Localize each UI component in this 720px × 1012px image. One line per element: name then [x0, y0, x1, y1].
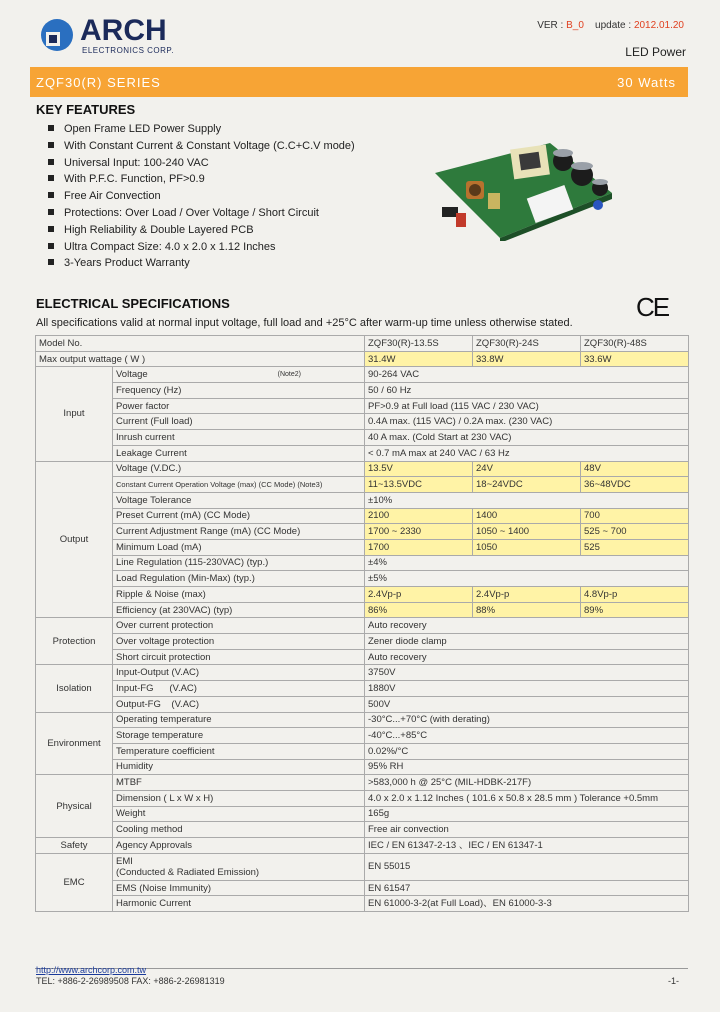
table-row: Weight 165g — [36, 806, 689, 822]
logo-subtitle: ELECTRONICS CORP. — [82, 46, 174, 55]
table-row: Cooling method Free air convection — [36, 822, 689, 838]
table-row: Frequency (Hz) 50 / 60 Hz — [36, 383, 689, 399]
table-row: Physical MTBF >583,000 h @ 25°C (MIL-HDBK-217F) — [36, 775, 689, 791]
table-row: Output Voltage (V.DC.) 13.5V 24V 48V — [36, 461, 689, 477]
group-output: Output — [36, 461, 113, 618]
table-row: Storage temperature -40°C...+85°C — [36, 728, 689, 744]
table-row: EMS (Noise Immunity) EN 61547 — [36, 880, 689, 896]
website-link[interactable]: http://www.archcorp.com.tw — [36, 965, 147, 975]
table-row: Power factor PF>0.9 at Full load (115 VAC / 230 VAC) — [36, 398, 689, 414]
electrical-specs-title: ELECTRICAL SPECIFICATIONS — [36, 296, 230, 311]
group-environment: Environment — [36, 712, 113, 775]
arch-logo-icon — [40, 18, 74, 52]
update-date: 2012.01.20 — [633, 20, 684, 31]
list-item: With Constant Current & Constant Voltage (C.C+C.V mode) — [48, 138, 355, 155]
list-item: Protections: Over Load / Over Voltage / Short Circuit — [48, 205, 355, 222]
list-item: High Reliability & Double Layered PCB — [48, 222, 355, 239]
list-item: Universal Input: 100-240 VAC — [48, 155, 355, 172]
table-row: Preset Current (mA) (CC Mode) 2100 1400 700 — [36, 508, 689, 524]
table-row: Input-FG (V.AC) 1880V — [36, 681, 689, 697]
group-isolation: Isolation — [36, 665, 113, 712]
table-row: Protection Over current protection Auto recovery — [36, 618, 689, 634]
table-row: Environment Operating temperature -30°C...+70°C (with derating) — [36, 712, 689, 728]
table-row: Input Voltage (Note2) 90-264 VAC — [36, 367, 689, 383]
series-banner — [30, 67, 688, 97]
table-row: Isolation Input-Output (V.AC) 3750V — [36, 665, 689, 681]
group-emc: EMC — [36, 853, 113, 911]
list-item: Free Air Convection — [48, 188, 355, 205]
logo-text: ARCH — [80, 14, 167, 47]
table-row: Load Regulation (Min-Max) (typ.) ±5% — [36, 571, 689, 587]
list-item: 3-Years Product Warranty — [48, 255, 355, 272]
table-row: Short circuit protection Auto recovery — [36, 649, 689, 665]
table-row: Output-FG (V.AC) 500V — [36, 696, 689, 712]
key-features-title: KEY FEATURES — [36, 102, 136, 117]
table-row: Line Regulation (115-230VAC) (typ.) ±4% — [36, 555, 689, 571]
table-row: Current (Full load) 0.4A max. (115 VAC) / 0.2A max. (230 VAC) — [36, 414, 689, 430]
series-title: ZQF30(R) SERIES — [36, 75, 161, 90]
table-row: Voltage Tolerance ±10% — [36, 492, 689, 508]
group-physical: Physical — [36, 775, 113, 838]
table-row: Current Adjustment Range (mA) (CC Mode) 1700 ~ 2330 1050 ~ 1400 525 ~ 700 — [36, 524, 689, 540]
table-row: Temperature coefficient 0.02%/°C — [36, 743, 689, 759]
product-photo — [430, 133, 615, 241]
table-row: Leakage Current < 0.7 mA max at 240 VAC / 63 Hz — [36, 445, 689, 461]
spec-table — [35, 335, 689, 912]
group-safety: Safety — [36, 838, 113, 854]
group-protection: Protection — [36, 618, 113, 665]
table-row: EMC EMI (Conducted & Radiated Emission) EN 55015 — [36, 853, 689, 880]
table-row: Max output wattage ( W ) 31.4W 33.8W 33.6W — [36, 351, 689, 367]
category-label: LED Power — [625, 45, 686, 59]
table-row: Over voltage protection Zener diode clamp — [36, 634, 689, 650]
version-info: VER : B_0 update : 2012.01.20 — [537, 20, 684, 31]
table-row: Constant Current Operation Voltage (max) (CC Mode) (Note3) 11~13.5VDC 18~24VDC 36~48VDC — [36, 477, 689, 493]
table-row: Humidity 95% RH — [36, 759, 689, 775]
table-row: Dimension ( L x W x H) 4.0 x 2.0 x 1.12 Inches ( 101.6 x 50.8 x 28.5 mm ) Tolerance +0.5mm — [36, 790, 689, 806]
version-value: B_0 — [566, 20, 584, 31]
table-row: Safety Agency Approvals IEC / EN 61347-2-13 、IEC / EN 61347-1 — [36, 838, 689, 854]
group-input: Input — [36, 367, 113, 461]
table-row: Harmonic Current EN 61000-3-2(at Full Load)、EN 61000-3-3 — [36, 896, 689, 912]
watts-label: 30 Watts — [617, 75, 676, 90]
table-row: Model No. ZQF30(R)-13.5S ZQF30(R)-24S ZQF30(R)-48S — [36, 336, 689, 352]
table-row: Inrush current 40 A max. (Cold Start at 230 VAC) — [36, 430, 689, 446]
contact-info: TEL: +886-2-26989508 FAX: +886-2-26981319 — [36, 976, 225, 986]
specs-note: All specifications valid at normal input voltage, full load and +25°C after warm-up time unless otherwise stated. — [36, 317, 573, 329]
list-item: With P.F.C. Function, PF>0.9 — [48, 171, 355, 188]
table-row: Minimum Load (mA) 1700 1050 525 — [36, 539, 689, 555]
table-row: Ripple & Noise (max) 2.4Vp-p 2.4Vp-p 4.8Vp-p — [36, 587, 689, 603]
ce-mark-icon: CE — [636, 292, 669, 322]
table-row: Efficiency (at 230VAC) (typ) 86% 88% 89% — [36, 602, 689, 618]
list-item: Ultra Compact Size: 4.0 x 2.0 x 1.12 Inches — [48, 239, 355, 256]
list-item: Open Frame LED Power Supply — [48, 121, 355, 138]
features-list — [48, 121, 355, 272]
page-number: -1- — [668, 976, 679, 986]
